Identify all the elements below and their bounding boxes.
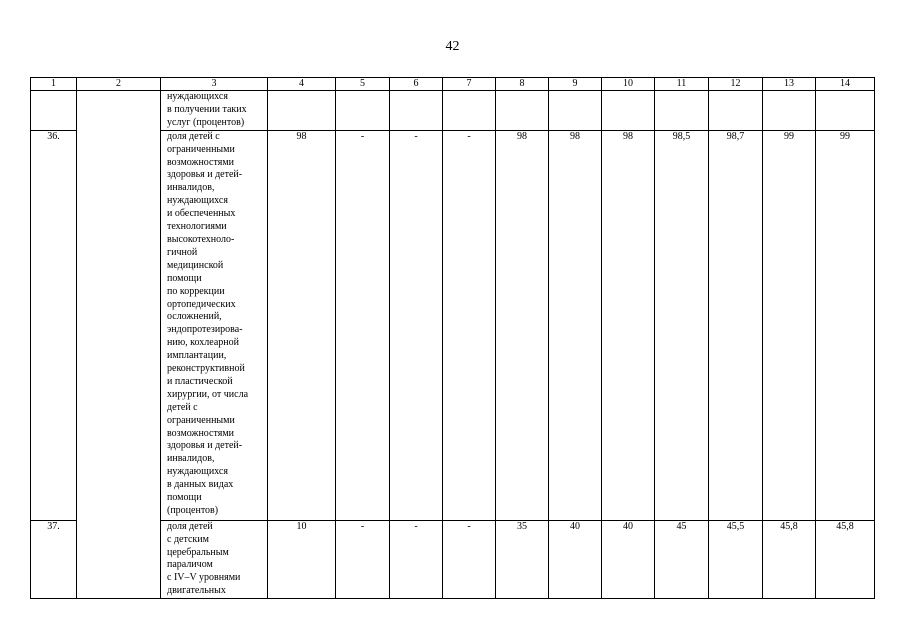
row-description — [161, 520, 268, 598]
value-cell: 98,5 — [655, 130, 709, 520]
desc-line: здоровья и детей- — [167, 169, 243, 181]
desc-line: инвалидов, — [167, 453, 215, 465]
col2-cell — [77, 91, 161, 599]
value-cell: - — [443, 130, 496, 520]
header-cell: 6 — [390, 78, 443, 91]
value-cell: 45,8 — [763, 520, 816, 598]
row-number: 37. — [31, 520, 77, 598]
desc-line: осложнений, — [167, 311, 222, 323]
desc-line: ограниченными — [167, 414, 235, 426]
value-cell — [763, 91, 816, 131]
header-cell: 1 — [31, 78, 77, 91]
header-cell: 5 — [336, 78, 390, 91]
desc-line: детей с — [167, 401, 198, 413]
desc-line: помощи — [167, 272, 202, 284]
desc-line: услуг (процентов) — [167, 116, 245, 128]
desc-line: параличом — [167, 559, 213, 571]
value-cell: 98 — [549, 130, 602, 520]
value-cell: 40 — [602, 520, 655, 598]
value-cell: - — [336, 130, 390, 520]
desc-line: с детским — [167, 533, 209, 545]
row-description — [161, 91, 268, 131]
desc-line: нуждающихся — [167, 91, 228, 102]
value-cell — [602, 91, 655, 131]
value-cell: 98 — [496, 130, 549, 520]
value-cell — [390, 91, 443, 131]
desc-line: помощи — [167, 492, 202, 504]
desc-line: возможностями — [167, 156, 235, 168]
value-cell: 45 — [655, 520, 709, 598]
desc-line: с IV–V уровнями — [167, 572, 241, 584]
desc-line: медицинской — [167, 259, 224, 271]
value-cell: 35 — [496, 520, 549, 598]
header-cell: 8 — [496, 78, 549, 91]
desc-line: двигательных — [167, 585, 226, 597]
desc-line: (процентов) — [167, 505, 219, 516]
value-cell: 45,8 — [816, 520, 875, 598]
value-cell: 45,5 — [709, 520, 763, 598]
value-cell: 98 — [268, 130, 336, 520]
value-cell: - — [336, 520, 390, 598]
header-cell: 12 — [709, 78, 763, 91]
header-cell: 14 — [816, 78, 875, 91]
value-cell — [336, 91, 390, 131]
header-cell: 4 — [268, 78, 336, 91]
value-cell: - — [443, 520, 496, 598]
header-cell: 7 — [443, 78, 496, 91]
desc-line: ортопедических — [167, 298, 236, 310]
value-cell: - — [390, 130, 443, 520]
desc-line: в данных видах — [167, 479, 234, 491]
value-cell: 98 — [602, 130, 655, 520]
desc-line: и пластической — [167, 375, 233, 387]
desc-line: реконструктивной — [167, 363, 245, 375]
desc-line: в получении таких — [167, 103, 247, 115]
desc-line: инвалидов, — [167, 182, 215, 194]
desc-line: нуждающихся — [167, 195, 228, 207]
value-cell: 10 — [268, 520, 336, 598]
value-cell — [549, 91, 602, 131]
page-number: 42 — [445, 39, 460, 54]
row-number — [31, 91, 77, 131]
value-cell: 40 — [549, 520, 602, 598]
row-number: 36. — [31, 130, 77, 520]
header-cell: 9 — [549, 78, 602, 91]
desc-line: нуждающихся — [167, 466, 228, 478]
desc-line: имплантации, — [167, 350, 227, 362]
row-description — [161, 130, 268, 520]
desc-line: высокотехноло- — [167, 233, 235, 245]
value-cell: 98,7 — [709, 130, 763, 520]
value-cell: 99 — [763, 130, 816, 520]
value-cell — [496, 91, 549, 131]
table-row — [31, 91, 875, 131]
indicator-table — [30, 77, 875, 599]
desc-line: гичной — [167, 246, 198, 258]
value-cell — [268, 91, 336, 131]
desc-line: ограниченными — [167, 143, 235, 155]
desc-line: технологиями — [167, 221, 227, 233]
header-cell: 2 — [77, 78, 161, 91]
value-cell — [655, 91, 709, 131]
desc-line: эндопротезирова- — [167, 324, 243, 336]
value-cell — [709, 91, 763, 131]
desc-line: церебральным — [167, 546, 229, 558]
value-cell: 99 — [816, 130, 875, 520]
header-cell: 13 — [763, 78, 816, 91]
header-cell: 11 — [655, 78, 709, 91]
desc-line: здоровья и детей- — [167, 440, 243, 452]
header-cell: 3 — [161, 78, 268, 91]
value-cell: - — [390, 520, 443, 598]
desc-line: нию, кохлеарной — [167, 337, 239, 349]
desc-line: доля детей — [167, 520, 213, 532]
header-cell: 10 — [602, 78, 655, 91]
value-cell — [816, 91, 875, 131]
desc-line: по коррекции — [167, 285, 225, 297]
value-cell — [443, 91, 496, 131]
desc-line: доля детей с — [167, 130, 220, 142]
desc-line: и обеспеченных — [167, 208, 236, 220]
desc-line: возможностями — [167, 427, 235, 439]
desc-line: хирургии, от числа — [167, 388, 249, 400]
header-row — [31, 78, 875, 91]
